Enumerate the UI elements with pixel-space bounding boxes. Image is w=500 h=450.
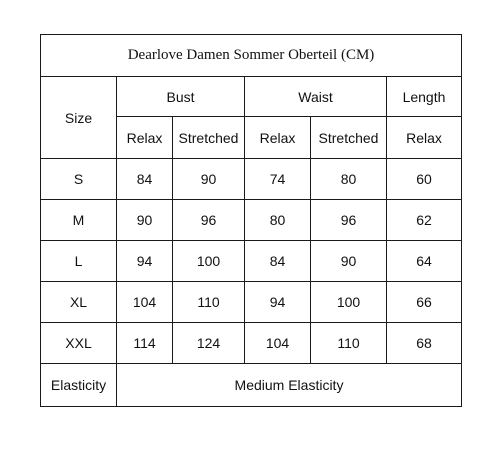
header-size: Size [41,77,117,159]
table-row [41,241,462,282]
cell-bust-stretched: 110 [173,282,245,323]
cell-length-relax: 62 [387,200,462,241]
header-length-relax: Relax [387,117,462,159]
header-bust: Bust [117,77,245,117]
table-row [41,200,462,241]
cell-bust-stretched: 90 [173,159,245,200]
cell-waist-stretched: 110 [311,323,387,364]
cell-size: S [41,159,117,200]
cell-bust-stretched: 124 [173,323,245,364]
header-bust-relax: Relax [117,117,173,159]
cell-waist-stretched: 80 [311,159,387,200]
cell-size: L [41,241,117,282]
cell-bust-relax: 94 [117,241,173,282]
cell-waist-relax: 104 [245,323,311,364]
cell-waist-relax: 84 [245,241,311,282]
header-row-groups [41,77,462,117]
cell-size: XL [41,282,117,323]
cell-waist-stretched: 90 [311,241,387,282]
cell-waist-relax: 94 [245,282,311,323]
table-row [41,323,462,364]
header-waist-relax: Relax [245,117,311,159]
elasticity-label: Elasticity [41,364,117,407]
elasticity-row [41,364,462,407]
cell-length-relax: 60 [387,159,462,200]
header-length: Length [387,77,462,117]
table-row [41,282,462,323]
cell-bust-relax: 84 [117,159,173,200]
cell-waist-stretched: 96 [311,200,387,241]
cell-length-relax: 64 [387,241,462,282]
table-row [41,159,462,200]
cell-bust-relax: 90 [117,200,173,241]
size-chart-table [40,34,462,407]
cell-waist-relax: 80 [245,200,311,241]
header-waist-stretched: Stretched [311,117,387,159]
elasticity-value: Medium Elasticity [117,364,462,407]
title-row [41,35,462,77]
cell-size: M [41,200,117,241]
cell-size: XXL [41,323,117,364]
cell-bust-relax: 114 [117,323,173,364]
cell-bust-stretched: 100 [173,241,245,282]
cell-length-relax: 68 [387,323,462,364]
cell-length-relax: 66 [387,282,462,323]
cell-bust-stretched: 96 [173,200,245,241]
cell-waist-stretched: 100 [311,282,387,323]
table-title: Dearlove Damen Sommer Oberteil (CM) [41,35,462,77]
cell-bust-relax: 104 [117,282,173,323]
cell-waist-relax: 74 [245,159,311,200]
header-waist: Waist [245,77,387,117]
header-bust-stretched: Stretched [173,117,245,159]
